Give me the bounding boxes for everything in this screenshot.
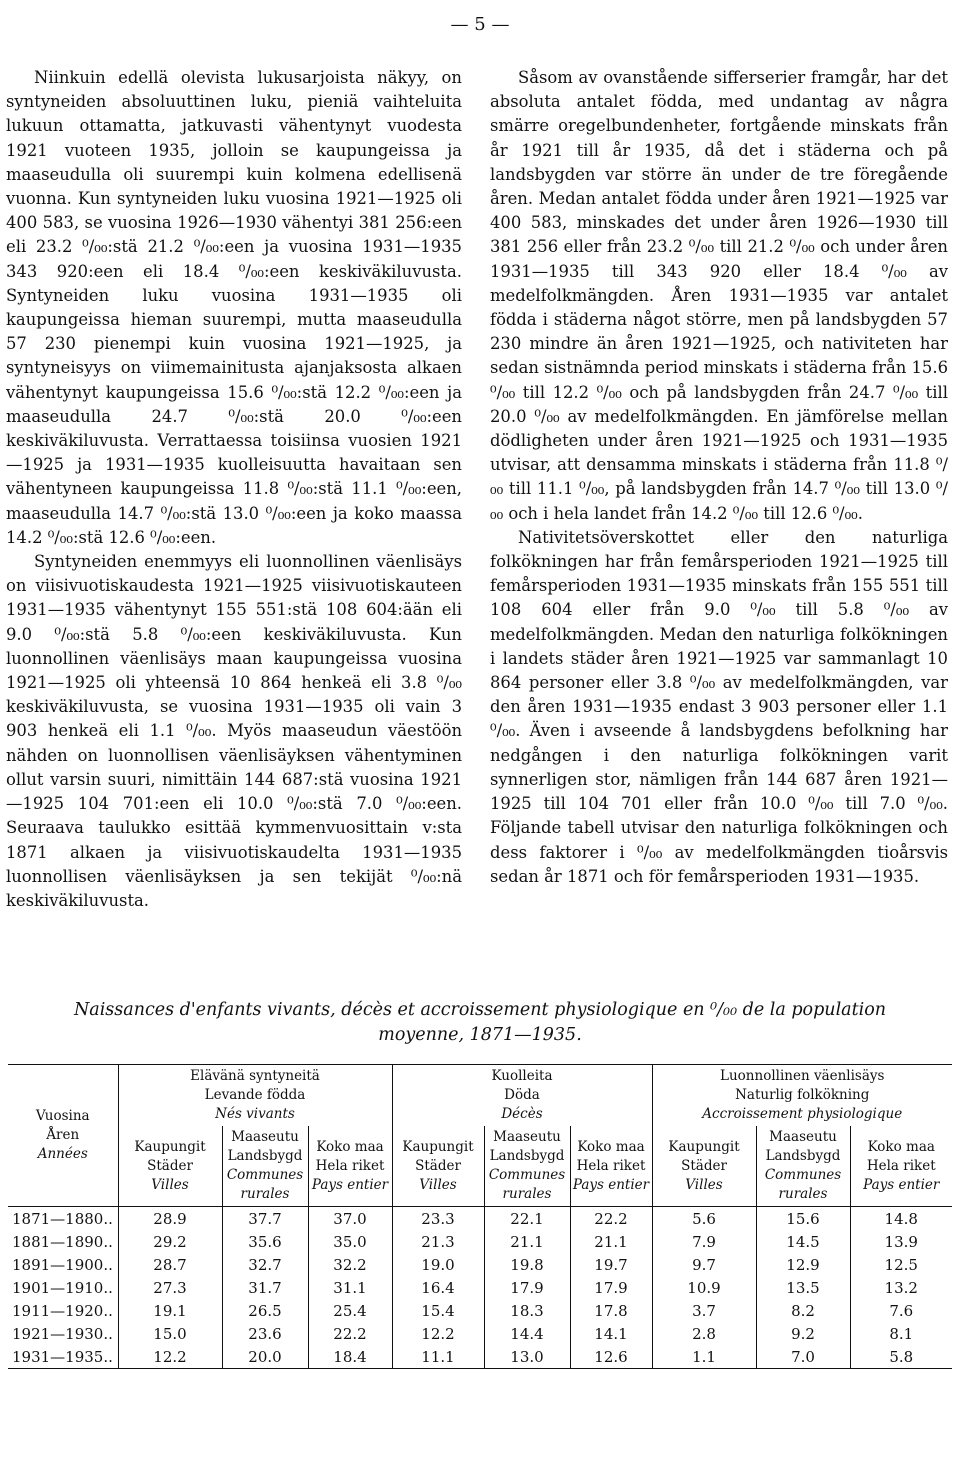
year-header: Vuosina Åren Années bbox=[8, 1065, 118, 1207]
table-cell: 32.7 bbox=[222, 1253, 308, 1276]
table-body bbox=[8, 1207, 952, 1369]
table-cell: 19.1 bbox=[118, 1299, 222, 1322]
swedish-text-column bbox=[490, 66, 948, 889]
table-cell: 28.7 bbox=[118, 1253, 222, 1276]
table-cell: 19.8 bbox=[484, 1253, 570, 1276]
table-cell: 12.2 bbox=[392, 1322, 484, 1345]
table-cell: 8.1 bbox=[850, 1322, 952, 1345]
table-cell: 2.8 bbox=[652, 1322, 756, 1345]
table-cell: 14.8 bbox=[850, 1207, 952, 1231]
table-cell: 21.3 bbox=[392, 1230, 484, 1253]
table-cell: 27.3 bbox=[118, 1276, 222, 1299]
table-cell: 18.3 bbox=[484, 1299, 570, 1322]
table-cell: 35.0 bbox=[308, 1230, 392, 1253]
table-cell: 19.7 bbox=[570, 1253, 652, 1276]
subcol-header-whole-country: Koko maa Hela riket Pays entier bbox=[308, 1126, 392, 1207]
table-cell: 7.9 bbox=[652, 1230, 756, 1253]
subcol-header-rural: Maaseutu Landsbygd Communes rurales bbox=[484, 1126, 570, 1207]
table-cell: 20.0 bbox=[222, 1345, 308, 1369]
table-cell: 12.2 bbox=[118, 1345, 222, 1369]
table-cell: 13.2 bbox=[850, 1276, 952, 1299]
row-years: 1921—1930.. bbox=[12, 1324, 113, 1343]
group-header-births: Elävänä syntyneitä Levande födda Nés vivants bbox=[118, 1065, 392, 1127]
row-years: 1911—1920.. bbox=[12, 1301, 113, 1320]
finnish-paragraph: Niinkuin edellä olevista lukusarjoista näkyy, on syntyneiden absoluuttinen luku, pieniä vaihteluita lukuun ottamatta, jatkuvasti vähentynyt vuodesta 1921 vuoteen 1935, jolloin se kaupungeissa ja maaseudulla oli suurempi kuin kolmena edellisenä vuonna. Kun syntyneiden luku vuosina 1921—1925 oli 400 583, se vuosina 1926—1930 vähentyi 381 256:een eli 23.2 ⁰/₀₀:stä 21.2 ⁰/₀₀:een ja vuosina 1931—1935 343 920:een eli 18.4 ⁰/₀₀:een keskiväkiluvusta. Syntyneiden luku vuosina 1931—1935 oli kaupungeissa hieman suurempi, mutta maaseudulla 57 230 pienempi kuin vuosina 1921—1925, ja syntyneisyys on viimemainitusta ajanjaksosta alkaen vähentynyt kaupungeissa 15.6 ⁰/₀₀:stä 12.2 ⁰/₀₀:een ja maaseudulla 24.7 ⁰/₀₀:stä 20.0 ⁰/₀₀:een keskiväkiluvusta. Verrattaessa toisiinsa vuosien 1921—1925 ja 1931—1935 kuolleisuutta havaitaan sen vähentyneen kaupungeissa 11.8 ⁰/₀₀:stä 11.1 ⁰/₀₀:een, maaseudulla 14.7 ⁰/₀₀:stä 13.0 ⁰/₀₀:een ja koko maassa 14.2 ⁰/₀₀:stä 12.6 ⁰/₀₀:een. bbox=[6, 68, 462, 547]
subcol-header-cities: Kaupungit Städer Villes bbox=[118, 1126, 222, 1207]
table-cell: 11.1 bbox=[392, 1345, 484, 1369]
table-cell: 9.2 bbox=[756, 1322, 850, 1345]
row-years: 1891—1900.. bbox=[12, 1255, 113, 1274]
table-cell: 14.4 bbox=[484, 1322, 570, 1345]
table-cell: 1.1 bbox=[652, 1345, 756, 1369]
table-cell: 32.2 bbox=[308, 1253, 392, 1276]
group-header-increase: Luonnollinen väenlisäys Naturlig folkökning Accroissement physiologique bbox=[652, 1065, 952, 1127]
subcol-header-whole-country: Koko maa Hela riket Pays entier bbox=[850, 1126, 952, 1207]
table-cell: 37.7 bbox=[222, 1207, 308, 1231]
subcol-header-rural: Maaseutu Landsbygd Communes rurales bbox=[222, 1126, 308, 1207]
table-cell: 37.0 bbox=[308, 1207, 392, 1231]
table-cell: 7.0 bbox=[756, 1345, 850, 1369]
table-row bbox=[8, 1299, 952, 1322]
table-cell: 15.4 bbox=[392, 1299, 484, 1322]
row-years: 1901—1910.. bbox=[12, 1278, 113, 1297]
table-caption: Naissances d'enfants vivants, décès et accroissement physiologique en ⁰/₀₀ de la population moyenne, 1871—1935. bbox=[73, 1000, 887, 1045]
table-cell: 25.4 bbox=[308, 1299, 392, 1322]
table-cell: 17.8 bbox=[570, 1299, 652, 1322]
table-cell: 10.9 bbox=[652, 1276, 756, 1299]
table-cell: 16.4 bbox=[392, 1276, 484, 1299]
table-cell: 23.6 bbox=[222, 1322, 308, 1345]
table-cell: 21.1 bbox=[484, 1230, 570, 1253]
table-cell: 29.2 bbox=[118, 1230, 222, 1253]
table-cell: 17.9 bbox=[570, 1276, 652, 1299]
finnish-paragraph: Syntyneiden enemmyys eli luonnollinen väenlisäys on viisivuotiskaudesta 1921—1925 viisivuotiskauteen 1931—1935 vähentynyt 155 551:stä 108 604:ään eli 9.0 ⁰/₀₀:stä 5.8 ⁰/₀₀:een keskiväkiluvusta. Kun luonnollinen väenlisäys maan kaupungeissa vuosina 1921—1925 oli yhteensä 10 864 henkeä eli 3.8 ⁰/₀₀ keskiväkiluvusta, se vuosina 1931—1935 oli vain 3 903 henkeä eli 1.1 ⁰/₀₀. Myös maaseudun väestöön nähden on luonnollisen väenlisäyksen vähentyminen ollut varsin suuri, nimittäin 144 687:stä vuosina 1921—1925 104 701:een eli 10.0 ⁰/₀₀:stä 7.0 ⁰/₀₀:een. Seuraava taulukko esittää kymmenvuosittain v:sta 1871 alkaen ja viisivuotiskaudelta 1931—1935 luonnollisen väenlisäyksen ja sen tekijät ⁰/₀₀:nä keskiväkiluvusta. bbox=[6, 552, 462, 910]
table-cell: 12.5 bbox=[850, 1253, 952, 1276]
table-cell: 17.9 bbox=[484, 1276, 570, 1299]
table-cell: 31.7 bbox=[222, 1276, 308, 1299]
table-cell: 23.3 bbox=[392, 1207, 484, 1231]
table-row bbox=[8, 1345, 952, 1369]
table-cell: 7.6 bbox=[850, 1299, 952, 1322]
table-cell: 9.7 bbox=[652, 1253, 756, 1276]
table-cell: 13.9 bbox=[850, 1230, 952, 1253]
table-cell: 5.6 bbox=[652, 1207, 756, 1231]
table-row bbox=[8, 1230, 952, 1253]
table-cell: 14.1 bbox=[570, 1322, 652, 1345]
table-cell: 22.1 bbox=[484, 1207, 570, 1231]
swedish-paragraph: Nativitetsöverskottet eller den naturliga folkökningen har från femårsperioden 1921—1925 till femårsperioden 1931—1935 minskats från 155 551 till 108 604 eller från 9.0 ⁰/₀₀ till 5.8 ⁰/₀₀ av medelfolkmängden. Medan den naturliga folkökningen i landets städer åren 1921—1925 var sammanlagt 10 864 personer eller 3.8 ⁰/₀₀ av medelfolkmängden, var den åren 1931—1935 endast 3 903 personer eller 1.1 ⁰/₀₀. Även i avseende å landsbygdens befolkning har nedgången i den naturliga folkökningen varit synnerligen stor, nämligen från 144 687 åren 1921—1925 till 104 701 eller från 10.0 ⁰/₀₀ till 7.0 ⁰/₀₀. Följande tabell utvisar den naturliga folkökningen och dess faktorer i ⁰/₀₀ av medelfolkmängden tioårsvis sedan år 1871 och för femårsperioden 1931—1935. bbox=[490, 527, 948, 886]
table-cell: 12.9 bbox=[756, 1253, 850, 1276]
table-cell: 15.6 bbox=[756, 1207, 850, 1231]
row-years: 1871—1880.. bbox=[12, 1209, 113, 1228]
subcol-header-cities: Kaupungit Städer Villes bbox=[652, 1126, 756, 1207]
table-cell: 12.6 bbox=[570, 1345, 652, 1369]
table-cell: 13.0 bbox=[484, 1345, 570, 1369]
table-cell: 26.5 bbox=[222, 1299, 308, 1322]
table-cell: 15.0 bbox=[118, 1322, 222, 1345]
swedish-paragraph: Såsom av ovanstående sifferserier framgår, har det absoluta antalet födda, med undantag av några smärre oregelbundenheter, fortgående minskats från år 1921 till år 1935, då det i städerna och på landsbygden var större än under de tre föregående åren. Medan antalet födda under åren 1921—1925 var 400 583, minskades det under åren 1926—1930 till 381 256 eller från 23.2 ⁰/₀₀ till 21.2 ⁰/₀₀ och under åren 1931—1935 till 343 920 eller 18.4 ⁰/₀₀ av medelfolkmängden. Åren 1931—1935 var antalet födda i städerna något större, men på landsbygden 57 230 mindre än åren 1921—1925, och nativiteten har sedan sistnämnda period minskats i städerna från 15.6 ⁰/₀₀ till 12.2 ⁰/₀₀ och på landsbygden från 24.7 ⁰/₀₀ till 20.0 ⁰/₀₀ av medelfolkmängden. En jämförelse mellan dödligheten under åren 1921—1925 och 1931—1935 utvisar, att densamma minskats i städerna från 11.8 ⁰/₀₀ till 11.1 ⁰/₀₀, på landsbygden från 14.7 ⁰/₀₀ till 13.0 ⁰/₀₀ och i hela landet från 14.2 ⁰/₀₀ till 12.6 ⁰/₀₀. bbox=[490, 68, 948, 523]
row-years: 1931—1935.. bbox=[12, 1347, 113, 1366]
table-cell: 35.6 bbox=[222, 1230, 308, 1253]
group-header-deaths: Kuolleita Döda Décès bbox=[392, 1065, 652, 1127]
table-cell: 22.2 bbox=[570, 1207, 652, 1231]
table-cell: 3.7 bbox=[652, 1299, 756, 1322]
table-cell: 19.0 bbox=[392, 1253, 484, 1276]
finnish-text-column bbox=[6, 66, 462, 913]
table-cell: 31.1 bbox=[308, 1276, 392, 1299]
table-cell: 13.5 bbox=[756, 1276, 850, 1299]
page-number: — 5 — bbox=[450, 14, 510, 35]
table-row bbox=[8, 1276, 952, 1299]
table-cell: 22.2 bbox=[308, 1322, 392, 1345]
table-cell: 14.5 bbox=[756, 1230, 850, 1253]
subcol-header-cities: Kaupungit Städer Villes bbox=[392, 1126, 484, 1207]
subcol-header-rural: Maaseutu Landsbygd Communes rurales bbox=[756, 1126, 850, 1207]
table-cell: 28.9 bbox=[118, 1207, 222, 1231]
statistics-table bbox=[8, 1064, 952, 1369]
table-cell: 5.8 bbox=[850, 1345, 952, 1369]
table-row bbox=[8, 1322, 952, 1345]
table-row bbox=[8, 1207, 952, 1231]
subcol-header-whole-country: Koko maa Hela riket Pays entier bbox=[570, 1126, 652, 1207]
table-row bbox=[8, 1253, 952, 1276]
table-cell: 21.1 bbox=[570, 1230, 652, 1253]
table-cell: 8.2 bbox=[756, 1299, 850, 1322]
row-years: 1881—1890.. bbox=[12, 1232, 113, 1251]
table-cell: 18.4 bbox=[308, 1345, 392, 1369]
